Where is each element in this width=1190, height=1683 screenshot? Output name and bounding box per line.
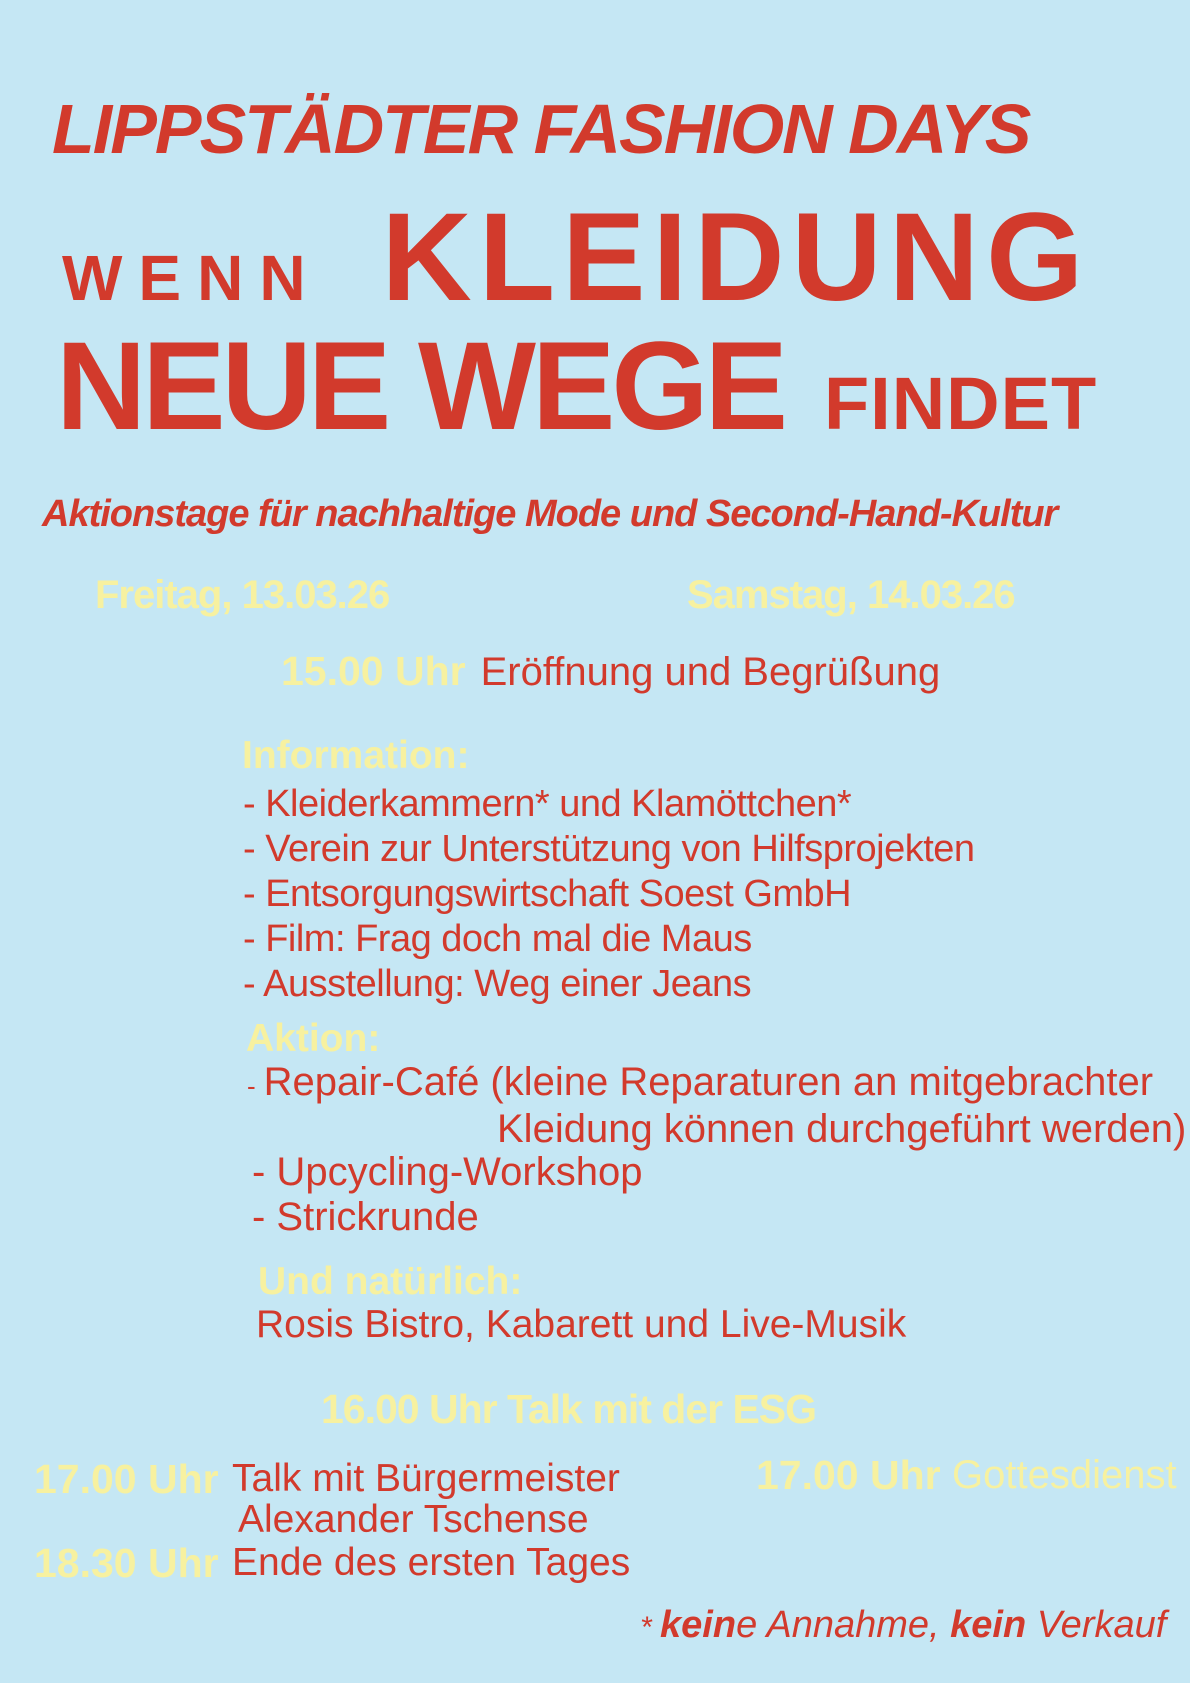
schedule-end-time: 18.30 Uhr: [34, 1540, 219, 1586]
footnote-regular: Verkauf: [1026, 1604, 1167, 1646]
extras-text: Rosis Bistro, Kabarett und Live-Musik: [256, 1303, 907, 1346]
footnote-asterisk: *: [640, 1611, 661, 1644]
schedule-talk-time: 17.00 Uhr: [34, 1456, 219, 1502]
schedule-service-time: 17.00 Uhr: [756, 1452, 941, 1498]
information-item: - Film: Frag doch mal die Maus: [243, 918, 752, 960]
poster-title: LIPPSTÄDTER FASHION DAYS: [52, 90, 1030, 168]
headline-row-1: [62, 188, 1091, 327]
esg-talk-line: 16.00 Uhr Talk mit der ESG: [321, 1386, 817, 1432]
information-list: [243, 782, 975, 1007]
footnote-bold: kein: [660, 1604, 737, 1646]
schedule-talk-label: Talk mit Bürgermeister: [232, 1457, 620, 1500]
opening-label: Eröffnung und Begrüßung: [480, 650, 941, 694]
headline-row-2: [56, 317, 1098, 456]
aktion-item: - Strickrunde: [252, 1195, 479, 1239]
date-saturday: Samstag, 14.03.26: [687, 573, 1015, 617]
footnote-regular: e Annahme,: [736, 1604, 951, 1646]
headline-wenn: WENN: [62, 242, 322, 314]
headline-neue-wege: NEUE WEGE: [56, 317, 784, 456]
headline-findet: FINDET: [823, 362, 1098, 445]
aktion-item: - Upcycling-Workshop: [252, 1150, 643, 1194]
small-dash: -: [247, 1071, 256, 1101]
information-item: - Verein zur Unterstützung von Hilfsprojekten: [243, 828, 975, 870]
information-item: - Kleiderkammern* und Klamöttchen*: [243, 783, 852, 825]
poster-subtitle: Aktionstage für nachhaltige Mode und Second-Hand-Kultur: [42, 493, 1058, 535]
headline-kleidung: KLEIDUNG: [381, 188, 1091, 327]
extras-heading: Und natürlich:: [258, 1260, 523, 1303]
aktion-repair-line-2: Kleidung können durchgeführt werden): [497, 1107, 1187, 1151]
opening-line: [281, 648, 941, 694]
aktion-repair-line-1: [247, 1062, 1153, 1102]
schedule-end-label: Ende des ersten Tages: [232, 1541, 631, 1584]
schedule-service-label: Gottesdienst: [952, 1453, 1177, 1497]
information-item: - Entsorgungswirtschaft Soest GmbH: [243, 873, 852, 915]
footnote-bold: kein: [950, 1604, 1027, 1646]
aktion-heading: Aktion:: [246, 1017, 381, 1060]
information-heading: Information:: [242, 734, 470, 777]
schedule-talk-person: Alexander Tschense: [238, 1498, 589, 1541]
repair-cafe-text: Repair-Café (kleine Reparaturen an mitgebrachter: [263, 1060, 1154, 1104]
opening-time: 15.00 Uhr: [281, 648, 466, 694]
footnote: [640, 1606, 1166, 1644]
date-friday: Freitag, 13.03.26: [95, 573, 390, 617]
information-item: - Ausstellung: Weg einer Jeans: [243, 963, 752, 1005]
